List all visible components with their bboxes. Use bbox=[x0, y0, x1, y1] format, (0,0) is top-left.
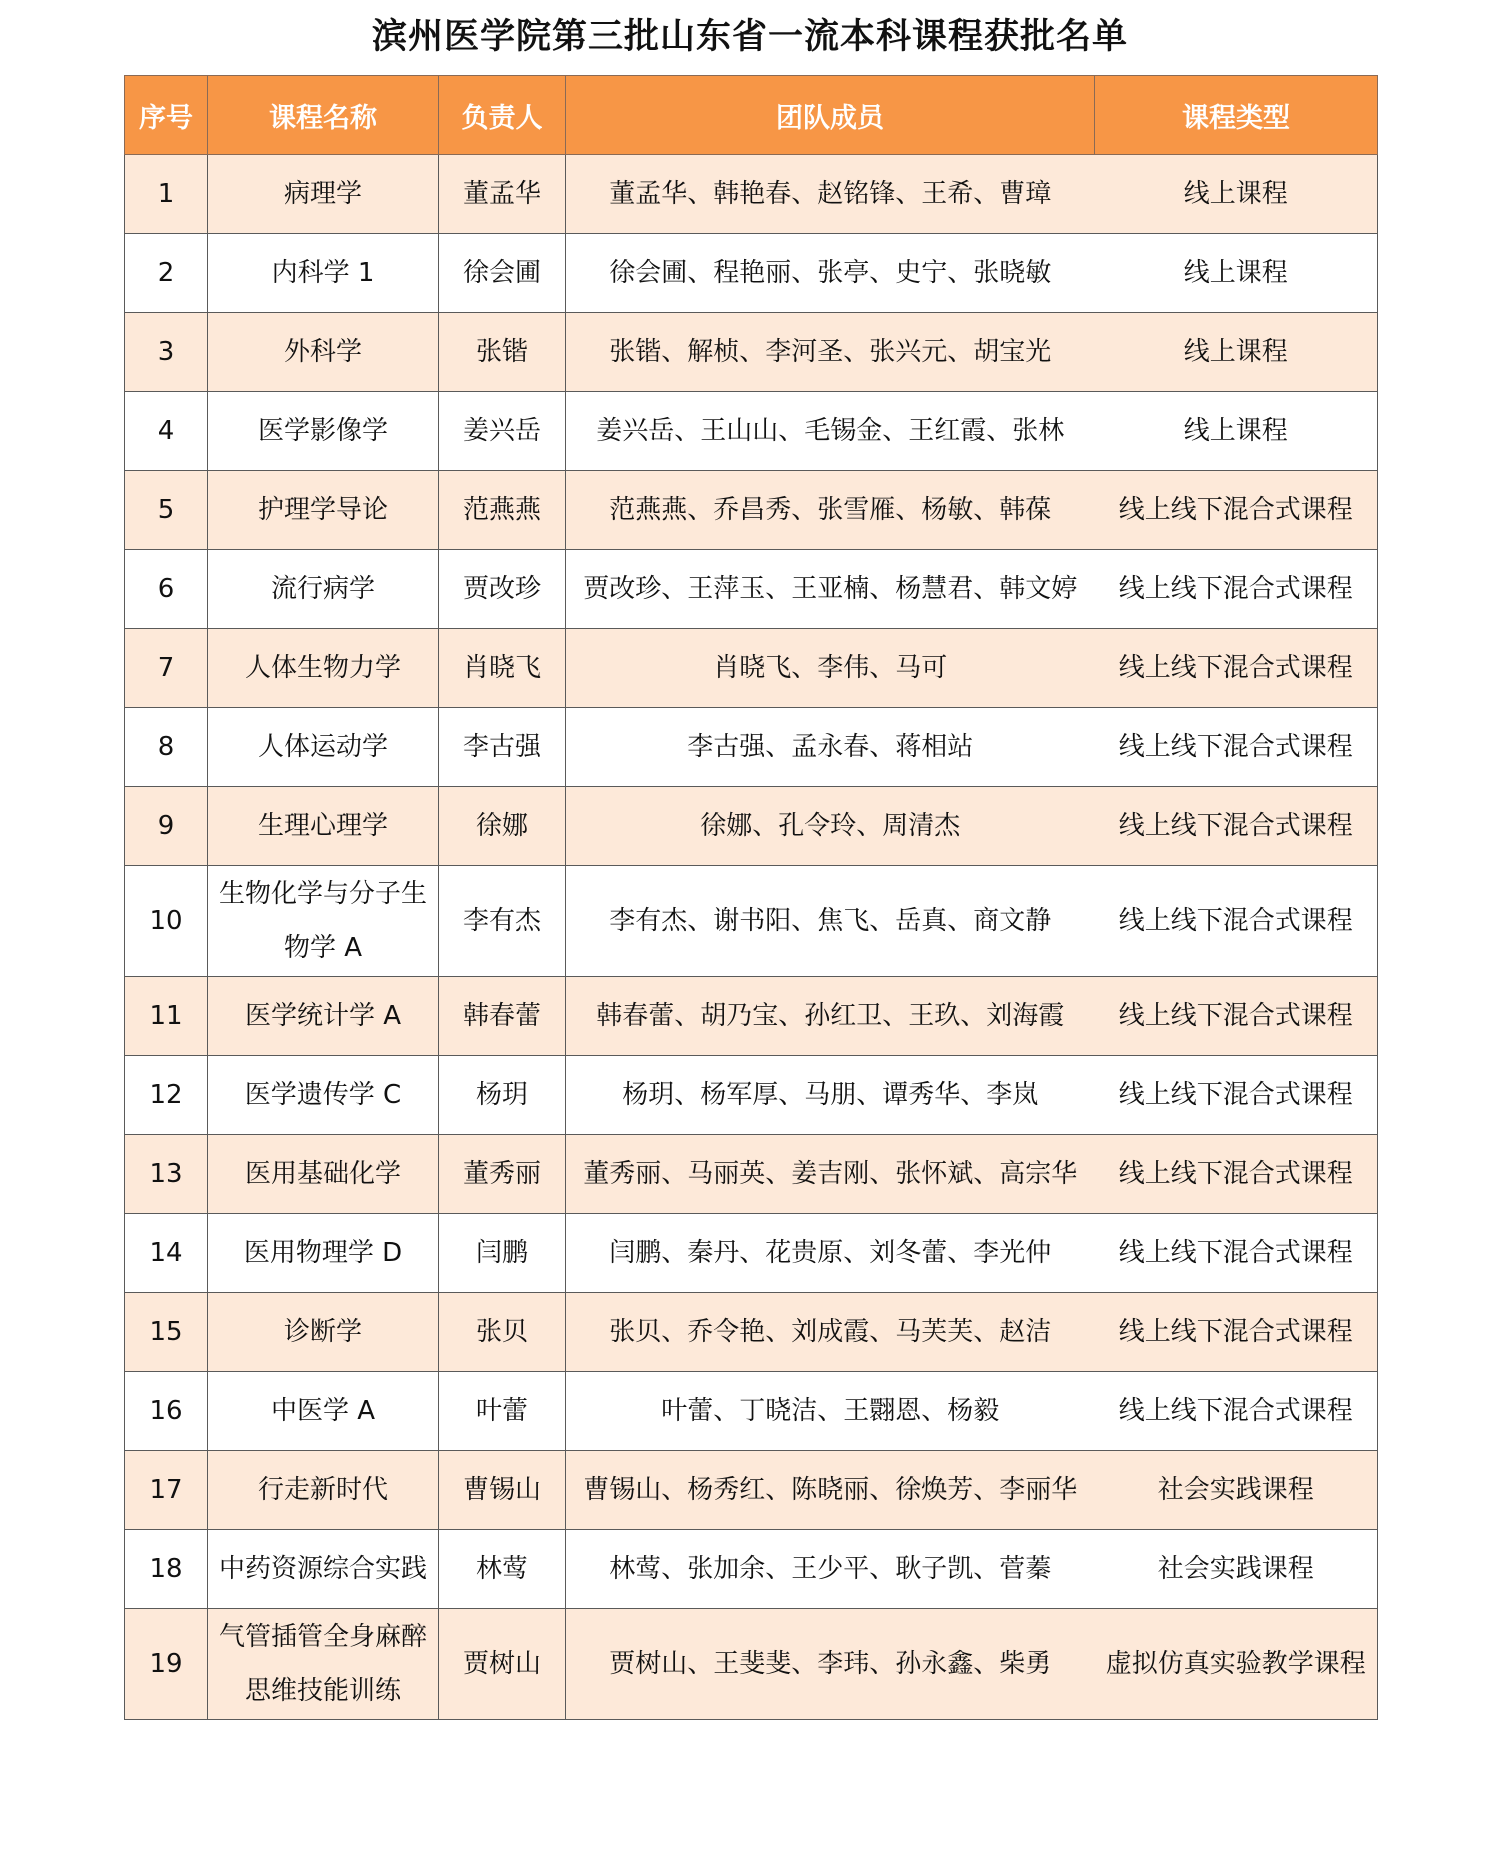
cell-leader: 徐会圃 bbox=[439, 234, 566, 313]
header-course: 课程名称 bbox=[208, 76, 439, 155]
cell-type: 线上课程 bbox=[1095, 234, 1378, 313]
cell-type: 线上线下混合式课程 bbox=[1095, 550, 1378, 629]
cell-no: 19 bbox=[125, 1609, 208, 1720]
cell-course: 行走新时代 bbox=[208, 1451, 439, 1530]
cell-course: 中药资源综合实践 bbox=[208, 1530, 439, 1609]
header-no: 序号 bbox=[125, 76, 208, 155]
cell-leader: 闫鹏 bbox=[439, 1214, 566, 1293]
cell-members: 徐会圃、程艳丽、张亭、史宁、张晓敏 bbox=[566, 234, 1095, 313]
cell-members: 叶蕾、丁晓洁、王翾恩、杨毅 bbox=[566, 1372, 1095, 1451]
table-row bbox=[125, 313, 1378, 392]
cell-leader: 贾树山 bbox=[439, 1609, 566, 1720]
cell-course: 医用基础化学 bbox=[208, 1135, 439, 1214]
page-title: 滨州医学院第三批山东省一流本科课程获批名单 bbox=[371, 17, 1128, 57]
cell-course: 外科学 bbox=[208, 313, 439, 392]
table-row bbox=[125, 155, 1378, 234]
cell-type: 社会实践课程 bbox=[1095, 1530, 1378, 1609]
cell-leader: 张贝 bbox=[439, 1293, 566, 1372]
header-members: 团队成员 bbox=[566, 76, 1095, 155]
table-row bbox=[125, 1056, 1378, 1135]
table-row bbox=[125, 787, 1378, 866]
cell-members: 姜兴岳、王山山、毛锡金、王红霞、张林 bbox=[566, 392, 1095, 471]
cell-type: 线上线下混合式课程 bbox=[1095, 787, 1378, 866]
cell-no: 18 bbox=[125, 1530, 208, 1609]
cell-course: 气管插管全身麻醉思维技能训练 bbox=[208, 1609, 439, 1720]
cell-leader: 张锴 bbox=[439, 313, 566, 392]
cell-type: 线上线下混合式课程 bbox=[1095, 977, 1378, 1056]
cell-type: 线上线下混合式课程 bbox=[1095, 1372, 1378, 1451]
table-row bbox=[125, 1372, 1378, 1451]
cell-no: 1 bbox=[125, 155, 208, 234]
cell-course: 内科学 1 bbox=[208, 234, 439, 313]
table-row bbox=[125, 1293, 1378, 1372]
cell-type: 线上课程 bbox=[1095, 392, 1378, 471]
cell-members: 韩春蕾、胡乃宝、孙红卫、王玖、刘海霞 bbox=[566, 977, 1095, 1056]
cell-type: 线上线下混合式课程 bbox=[1095, 1293, 1378, 1372]
table-row bbox=[125, 1451, 1378, 1530]
table-row bbox=[125, 1609, 1378, 1720]
cell-type: 线上线下混合式课程 bbox=[1095, 866, 1378, 977]
table-row bbox=[125, 1530, 1378, 1609]
cell-no: 16 bbox=[125, 1372, 208, 1451]
cell-course: 人体生物力学 bbox=[208, 629, 439, 708]
cell-members: 徐娜、孔令玲、周清杰 bbox=[566, 787, 1095, 866]
table-row bbox=[125, 866, 1378, 977]
cell-no: 6 bbox=[125, 550, 208, 629]
table-row bbox=[125, 629, 1378, 708]
course-table bbox=[124, 75, 1378, 1720]
cell-no: 9 bbox=[125, 787, 208, 866]
header-leader: 负责人 bbox=[439, 76, 566, 155]
cell-no: 8 bbox=[125, 708, 208, 787]
cell-course: 流行病学 bbox=[208, 550, 439, 629]
header-row bbox=[125, 76, 1378, 155]
table-body bbox=[125, 155, 1378, 1720]
cell-members: 张贝、乔令艳、刘成霞、马芙芙、赵洁 bbox=[566, 1293, 1095, 1372]
cell-no: 2 bbox=[125, 234, 208, 313]
cell-members: 贾改珍、王萍玉、王亚楠、杨慧君、韩文婷 bbox=[566, 550, 1095, 629]
cell-leader: 叶蕾 bbox=[439, 1372, 566, 1451]
cell-no: 13 bbox=[125, 1135, 208, 1214]
cell-leader: 曹锡山 bbox=[439, 1451, 566, 1530]
cell-type: 线上课程 bbox=[1095, 313, 1378, 392]
cell-no: 3 bbox=[125, 313, 208, 392]
cell-members: 曹锡山、杨秀红、陈晓丽、徐焕芳、李丽华 bbox=[566, 1451, 1095, 1530]
table-header bbox=[125, 76, 1378, 155]
table-row bbox=[125, 234, 1378, 313]
cell-course: 医学遗传学 C bbox=[208, 1056, 439, 1135]
cell-type: 社会实践课程 bbox=[1095, 1451, 1378, 1530]
cell-leader: 李古强 bbox=[439, 708, 566, 787]
table-row bbox=[125, 471, 1378, 550]
table-row bbox=[125, 550, 1378, 629]
cell-course: 诊断学 bbox=[208, 1293, 439, 1372]
cell-type: 虚拟仿真实验教学课程 bbox=[1095, 1609, 1378, 1720]
cell-leader: 肖晓飞 bbox=[439, 629, 566, 708]
cell-leader: 贾改珍 bbox=[439, 550, 566, 629]
header-type: 课程类型 bbox=[1095, 76, 1378, 155]
cell-members: 张锴、解桢、李河圣、张兴元、胡宝光 bbox=[566, 313, 1095, 392]
cell-course: 生理心理学 bbox=[208, 787, 439, 866]
cell-members: 林莺、张加余、王少平、耿子凯、菅蓁 bbox=[566, 1530, 1095, 1609]
cell-leader: 韩春蕾 bbox=[439, 977, 566, 1056]
table-row bbox=[125, 1214, 1378, 1293]
cell-type: 线上线下混合式课程 bbox=[1095, 708, 1378, 787]
cell-no: 5 bbox=[125, 471, 208, 550]
cell-members: 贾树山、王斐斐、李玮、孙永鑫、柴勇 bbox=[566, 1609, 1095, 1720]
cell-course: 生物化学与分子生物学 A bbox=[208, 866, 439, 977]
cell-leader: 范燕燕 bbox=[439, 471, 566, 550]
cell-course: 医用物理学 D bbox=[208, 1214, 439, 1293]
cell-course: 护理学导论 bbox=[208, 471, 439, 550]
cell-members: 肖晓飞、李伟、马可 bbox=[566, 629, 1095, 708]
cell-no: 4 bbox=[125, 392, 208, 471]
cell-type: 线上线下混合式课程 bbox=[1095, 1056, 1378, 1135]
cell-leader: 姜兴岳 bbox=[439, 392, 566, 471]
cell-no: 17 bbox=[125, 1451, 208, 1530]
table-row bbox=[125, 1135, 1378, 1214]
cell-members: 闫鹏、秦丹、花贵原、刘冬蕾、李光仲 bbox=[566, 1214, 1095, 1293]
cell-no: 14 bbox=[125, 1214, 208, 1293]
table-row bbox=[125, 977, 1378, 1056]
cell-leader: 林莺 bbox=[439, 1530, 566, 1609]
cell-members: 董孟华、韩艳春、赵铭锋、王希、曹璋 bbox=[566, 155, 1095, 234]
table-row bbox=[125, 392, 1378, 471]
cell-members: 董秀丽、马丽英、姜吉刚、张怀斌、高宗华 bbox=[566, 1135, 1095, 1214]
cell-no: 10 bbox=[125, 866, 208, 977]
cell-leader: 徐娜 bbox=[439, 787, 566, 866]
cell-no: 7 bbox=[125, 629, 208, 708]
cell-members: 李古强、孟永春、蒋相站 bbox=[566, 708, 1095, 787]
cell-leader: 董秀丽 bbox=[439, 1135, 566, 1214]
cell-no: 12 bbox=[125, 1056, 208, 1135]
cell-type: 线上课程 bbox=[1095, 155, 1378, 234]
cell-type: 线上线下混合式课程 bbox=[1095, 471, 1378, 550]
cell-course: 中医学 A bbox=[208, 1372, 439, 1451]
cell-course: 医学统计学 A bbox=[208, 977, 439, 1056]
cell-type: 线上线下混合式课程 bbox=[1095, 1135, 1378, 1214]
cell-type: 线上线下混合式课程 bbox=[1095, 1214, 1378, 1293]
cell-leader: 李有杰 bbox=[439, 866, 566, 977]
cell-course: 医学影像学 bbox=[208, 392, 439, 471]
cell-leader: 董孟华 bbox=[439, 155, 566, 234]
cell-members: 李有杰、谢书阳、焦飞、岳真、商文静 bbox=[566, 866, 1095, 977]
cell-course: 病理学 bbox=[208, 155, 439, 234]
cell-leader: 杨玥 bbox=[439, 1056, 566, 1135]
table-row bbox=[125, 708, 1378, 787]
cell-type: 线上线下混合式课程 bbox=[1095, 629, 1378, 708]
cell-no: 11 bbox=[125, 977, 208, 1056]
cell-no: 15 bbox=[125, 1293, 208, 1372]
cell-members: 杨玥、杨军厚、马朋、谭秀华、李岚 bbox=[566, 1056, 1095, 1135]
cell-course: 人体运动学 bbox=[208, 708, 439, 787]
cell-members: 范燕燕、乔昌秀、张雪雁、杨敏、韩葆 bbox=[566, 471, 1095, 550]
